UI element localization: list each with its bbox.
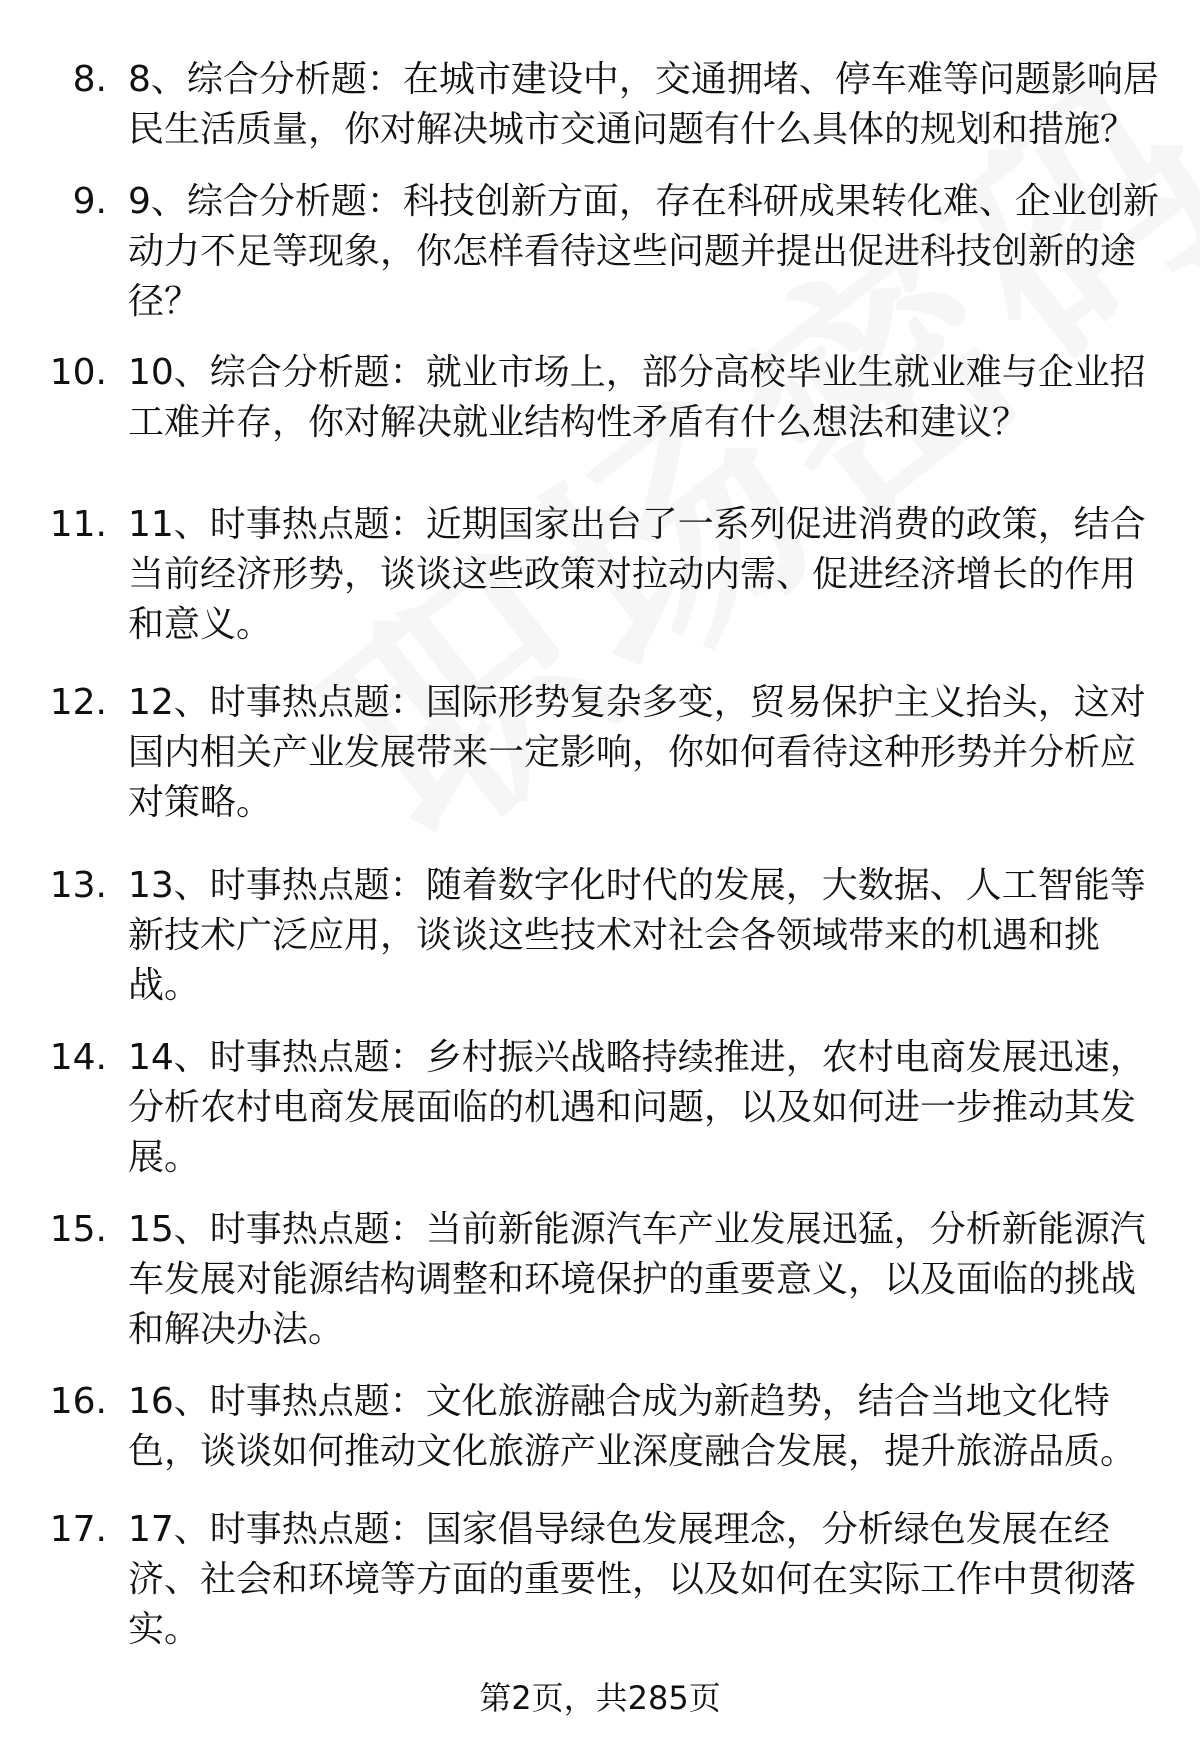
item-text: 11、时事热点题：近期国家出台了一系列促进消费的政策，结合当前经济形势，谈谈这些政策对拉动内需、促进经济增长的作用和意义。: [128, 504, 1146, 645]
item-number: 14.: [49, 1037, 107, 1078]
item-number: 10.: [49, 352, 107, 393]
item-number: 8.: [72, 59, 107, 100]
item-text: 9、综合分析题：科技创新方面，存在科研成果转化难、企业创新动力不足等现象，你怎样看待这些问题并提出促进科技创新的途径？: [128, 181, 1159, 322]
item-number: 13.: [49, 865, 107, 906]
item-number: 9.: [72, 181, 107, 222]
item-number: 11.: [49, 504, 107, 545]
item-text: 14、时事热点题：乡村振兴战略持续推进，农村电商发展迅速，分析农村电商发展面临的机遇和问题，以及如何进一步推动其发展。: [128, 1037, 1146, 1178]
item-text: 12、时事热点题：国际形势复杂多变，贸易保护主义抬头，这对国内相关产业发展带来一定影响，你如何看待这种形势并分析应对策略。: [128, 682, 1146, 823]
item-text: 15、时事热点题：当前新能源汽车产业发展迅猛，分析新能源汽车发展对能源结构调整和环境保护的重要意义，以及面临的挑战和解决办法。: [128, 1209, 1146, 1350]
item-number: 17.: [49, 1509, 107, 1550]
page-footer: 第2页，共285页: [479, 1679, 721, 1717]
item-number: 16.: [49, 1381, 107, 1422]
item-text: 8、综合分析题：在城市建设中，交通拥堵、停车难等问题影响居民生活质量，你对解决城市交通问题有什么具体的规划和措施？: [128, 59, 1159, 150]
item-text: 16、时事热点题：文化旅游融合成为新趋势，结合当地文化特色，谈谈如何推动文化旅游产业深度融合发展，提升旅游品质。: [128, 1381, 1137, 1472]
item-number: 15.: [49, 1209, 107, 1250]
item-text: 10、综合分析题：就业市场上，部分高校毕业生就业难与企业招工难并存，你对解决就业结构性矛盾有什么想法和建议？: [128, 352, 1146, 443]
item-text: 13、时事热点题：随着数字化时代的发展，大数据、人工智能等新技术广泛应用，谈谈这些技术对社会各领域带来的机遇和挑战。: [128, 865, 1146, 1006]
item-number: 12.: [49, 682, 107, 723]
item-text: 17、时事热点题：国家倡导绿色发展理念，分析绿色发展在经济、社会和环境等方面的重要性，以及如何在实际工作中贯彻落实。: [128, 1509, 1137, 1650]
